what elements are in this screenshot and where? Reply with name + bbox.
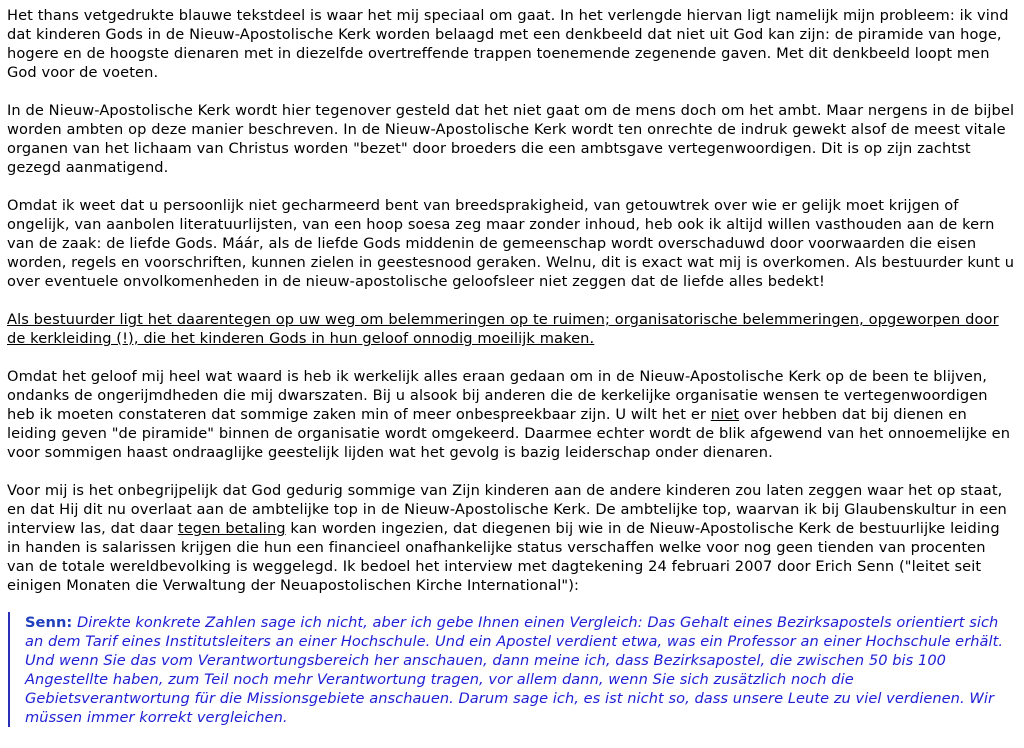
paragraph-1: Het thans vetgedrukte blauwe tekstdeel is waar het mij speciaal om gaat. In het verlengde hiervan ligt namelijk mijn probleem: ik vind dat kinderen Gods in de Nieuw-Apostolische Kerk worden belaagd met een denkbeeld dat niet uit God kan zijn: de piramide van hoge, hogere en de hoogste dienaren met in diezelfde overtreffende trappen toenemende zegenende gaven. Met dit denkbeeld loopt men God voor de voeten. (7, 7, 1009, 81)
underlined-word-niet: niet (710, 406, 740, 423)
paragraph-6 (7, 481, 1017, 595)
paragraph-2: In de Nieuw-Apostolische Kerk wordt hier tegenover gesteld dat het niet gaat om de mens doch om het ambt. Maar nergens in de bijbel worden ambten op deze manier beschreven. In de Nieuw-Apostolische Kerk wordt ten onrechte de indruk gewekt alsof de meest vitale organen van het lichaam van Christus worden "bezet" door broeders die een ambtsgave vertegenwoordigen. Dit is op zijn zachtst gezegd aanmatigend. (7, 102, 1015, 176)
paragraph-3: Omdat ik weet dat u persoonlijk niet gecharmeerd bent van breedsprakigheid, van getouwtrek over wie er gelijk moet krijgen of ongelijk, van aanbolen literatuurlijsten, van een hoop soesa zeg maar zonder inhoud, heb ook ik altijd willen vasthouden aan de kern van de zaak: de liefde Gods. Máár, als de liefde Gods middenin de gemeenschap wordt overschaduwd door voorwaarden die eisen worden, regels en voorschriften, kunnen zielen in geestesnood geraken. Welnu, dit is exact wat mij is overkomen. Als bestuurder kunt u over eventuele onvolkomenheden in de nieuw-apostolische geloofsleer niet zeggen dat de liefde alles bedekt! (7, 197, 1015, 290)
paragraph-5-text-b: over hebben dat bij dienen en leiding geven "de piramide" binnen de organisatie wordt omgekeerd. Daarmee echter wordt de blik afgewend van het onnoemelijke en voor sommigen haast ondraaglijke geestelijk lijden wat het gevolg is bazig leiderschap onder dienaren. (7, 406, 1011, 461)
paragraph-5-text-a: Omdat het geloof mij heel wat waard is heb ik werkelijk alles eraan gedaan om in de Nieuw-Apostolische Kerk op de been te blijven, ondanks de ongerijmdheden die mij dwarszaten. Bij u alsook bij anderen die de kerkelijke organisatie wensen te vertegenwoordigen heb ik moeten constateren dat sommige zaken min of meer onbespreekbaar zijn. U wilt het er (7, 368, 988, 423)
underlined-phrase-tegen-betaling: tegen betaling (177, 520, 286, 537)
underlined-paragraph: Als bestuurder ligt het daarentegen op uw weg om belemmeringen op te ruimen; organisatorische belemmeringen, opgeworpen door de kerkleiding (!), die het kinderen Gods in hun geloof onnodig moeilijk maken. (7, 311, 999, 347)
paragraph-6-text-b: kan worden ingezien, dat diegenen bij wie in de Nieuw-Apostolische Kerk de bestuurlijke leiding in handen is salarissen krijgen die hun een financieel onafhankelijke status verschaffen welke voor nog geen tienden van procenten van de totale wereldbevolking is weggelegd. Ik bedoel het interview met dagtekening 24 februari 2007 door Erich Senn ("leitet seit einigen Monaten die Verwaltung der Neuapostolischen Kirche International"): (7, 520, 1000, 594)
quote-text: Direkte konkrete Zahlen sage ich nicht, aber ich gebe Ihnen einen Vergleich: Das Gehalt eines Bezirksapostels orientiert sich an dem Tarif eines Institutsleiters an einer Hochschule. Und ein Apostel verdient etwa, was ein Professor an einer Hochschule erhält. Und wenn Sie das vom Verantwortungsbereich her anschauen, dann meine ich, dass Bezirksapostel, die zwischen 50 bis 100 Angestellte haben, zum Teil noch mehr Verantwortung tragen, vor allem dann, wenn Sie sich zusätzlich noch die Gebietsverantwortung für die Missionsgebiete anschauen. Darum sage ich, es ist nicht so, dass unsere Leute zu viel verdienen. Wir müssen immer korrekt vergleichen. (25, 614, 1004, 726)
paragraph-6-text-a: Voor mij is het onbegrijpelijk dat God gedurig sommige van Zijn kinderen aan de andere kinderen zou laten zeggen waar het op staat, en dat Hij dit nu overlaat aan de ambtelijke top in de Nieuw-Apostolische Kerk. De ambtelijke top, waarvan ik bij Glaubenskultur in een interview las, dat daar (7, 482, 1007, 537)
interview-blockquote (8, 612, 1017, 727)
quote-speaker: Senn: (25, 614, 73, 631)
paragraph-5 (7, 367, 1017, 462)
